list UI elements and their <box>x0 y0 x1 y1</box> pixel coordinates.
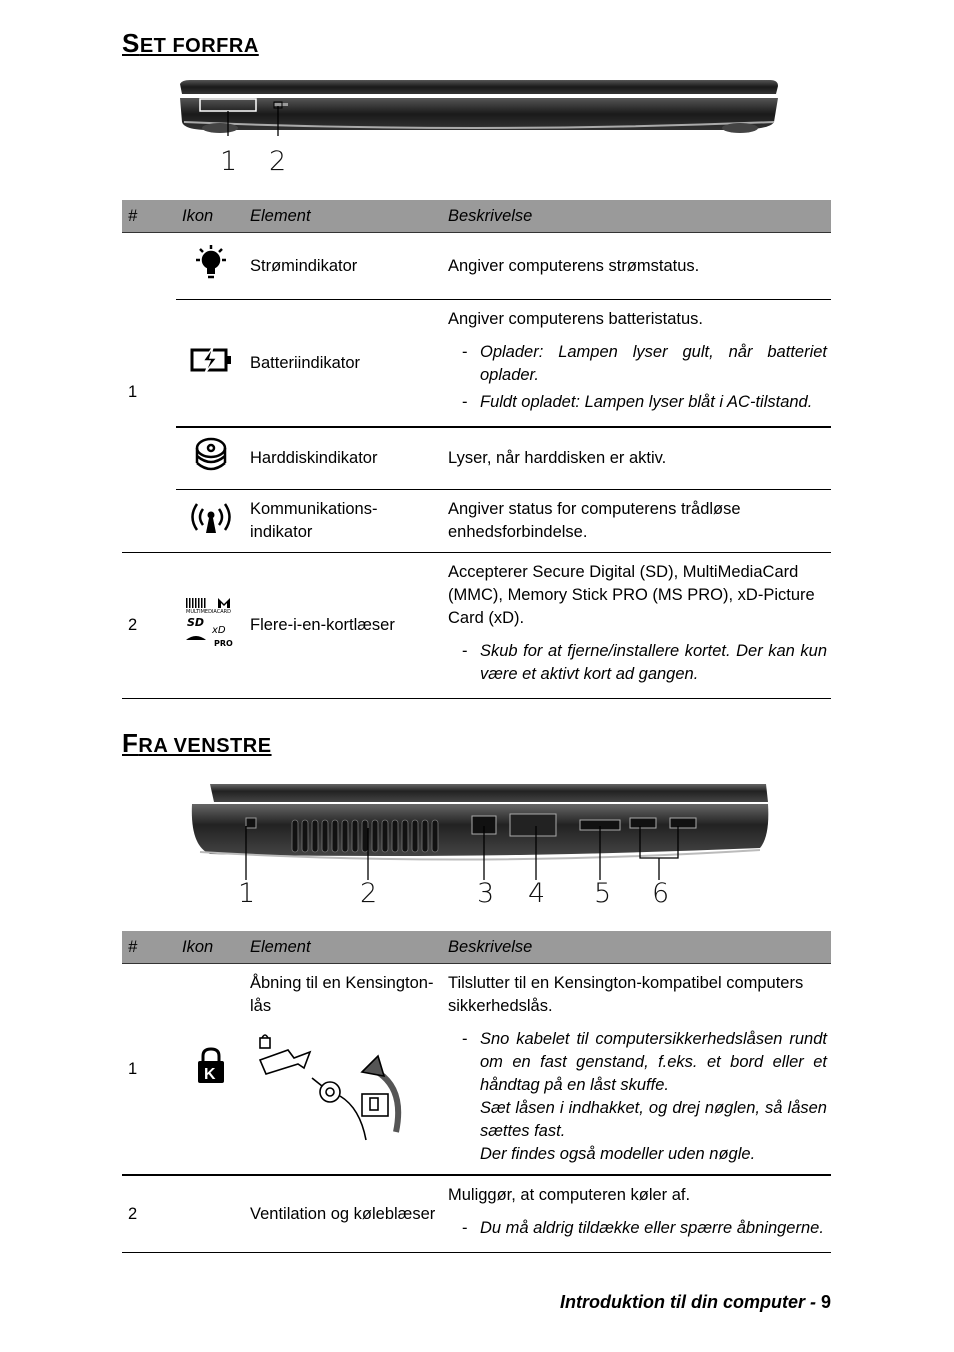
element-description: Tilslutter til en Kensington-kompatibel computers sikkerhedslås. - Sno kabelet til computersikkerhedslåsen rundt om en fast genstand, f.eks. et bord eller et håndtag på en låst skuffe. Sæt låsen i indhakket, og drej nøglen, så låsen sættes fast. Der findes også modeller uden nøgle. <box>442 964 831 1176</box>
kensington-lock-illustration <box>250 1028 420 1152</box>
card-reader-icon <box>176 553 244 699</box>
col-header-num: # <box>122 200 176 233</box>
empty-icon-cell <box>176 1175 244 1253</box>
row-number: 1 <box>122 964 176 1176</box>
laptop-left-view <box>170 776 790 886</box>
table-row <box>122 964 831 1176</box>
element-description: Angiver status for computerens trådløse enhedsforbindelse. <box>442 490 831 553</box>
table-row <box>122 233 831 300</box>
list-item: - Fuldt opladet: Lampen lyser blåt i AC-tilstand. <box>448 391 827 414</box>
element-name: Ventilation og køleblæser <box>244 1175 442 1253</box>
section-heading-left: FRA VENSTRE <box>122 728 272 758</box>
table-row <box>122 1175 831 1253</box>
col-header-icon: Ikon <box>176 200 244 233</box>
callout-4: 4 <box>528 878 546 909</box>
kensington-lock-icon <box>176 964 244 1176</box>
list-item: - Oplader: Lampen lyser gult, når batteriet oplader. <box>448 341 827 387</box>
table-row <box>122 300 831 428</box>
laptop-front-view <box>170 76 790 186</box>
svg-text:SD: SD <box>187 616 205 629</box>
element-description: Muliggør, at computeren køler af. - Du må aldrig tildække eller spærre åbningerne. <box>442 1175 831 1253</box>
table-row <box>122 553 831 699</box>
svg-text:MULTIMEDIACARD: MULTIMEDIACARD <box>186 609 231 615</box>
row-number: 1 <box>128 383 138 401</box>
row-number: 2 <box>122 553 176 699</box>
list-item: - Du må aldrig tildække eller spærre åbningerne. <box>448 1217 827 1240</box>
element-name: Kommunikations-indikator <box>244 490 442 553</box>
svg-text:PRO: PRO <box>214 639 233 648</box>
col-header-icon: Ikon <box>176 931 244 964</box>
col-header-element: Element <box>244 200 442 233</box>
col-header-description: Beskrivelse <box>442 200 831 233</box>
table-row <box>122 427 831 490</box>
element-description: Accepterer Secure Digital (SD), MultiMediaCard (MMC), Memory Stick PRO (MS PRO), xD-Picture Card (xD). - Skub for at fjerne/installere kortet. Der kan kun være et aktivt kort ad gangen. <box>442 553 831 699</box>
element-name: Harddiskindikator <box>244 427 442 490</box>
col-header-element: Element <box>244 931 442 964</box>
col-header-num: # <box>122 931 176 964</box>
element-name: Strømindikator <box>250 256 358 275</box>
element-description: Lyser, når harddisken er aktiv. <box>442 427 831 490</box>
callout-2: 2 <box>360 878 378 909</box>
row-number: 2 <box>122 1175 176 1253</box>
front-spec-table <box>122 200 831 699</box>
callout-1: 1 <box>220 146 238 177</box>
callout-6: 6 <box>652 878 670 909</box>
element-description: Angiver computerens batteristatus. - Oplader: Lampen lyser gult, når batteriet oplader. - Fuldt opladet: Lampen lyser blåt i AC-tilstand. <box>442 300 831 428</box>
col-header-description: Beskrivelse <box>442 931 831 964</box>
svg-text:xD: xD <box>212 625 226 636</box>
element-name: Flere-i-en-kortlæser <box>244 553 442 699</box>
battery-icon <box>176 300 244 428</box>
hdd-icon <box>176 427 244 490</box>
left-spec-table <box>122 931 831 1253</box>
svg-text:K: K <box>204 1065 216 1083</box>
element-description: Angiver computerens strømstatus. <box>448 256 700 275</box>
power-bulb-icon <box>176 233 244 300</box>
callout-2: 2 <box>269 146 287 177</box>
list-item: - Skub for at fjerne/installere kortet. Der kan kun være et aktivt kort ad gangen. <box>448 640 827 686</box>
callout-1: 1 <box>238 878 256 909</box>
table-row <box>122 490 831 553</box>
callout-3: 3 <box>477 878 495 909</box>
wireless-icon <box>176 490 244 553</box>
callout-5: 5 <box>594 878 612 909</box>
section-heading-front: SET FORFRA <box>122 28 259 58</box>
element-name: Åbning til en Kensington-lås <box>244 964 442 1176</box>
page-footer: Introduktion til din computer - 9 <box>560 1292 831 1312</box>
list-item: - Sno kabelet til computersikkerhedslåsen rundt om en fast genstand, f.eks. et bord eller et håndtag på en låst skuffe. Sæt låsen i indhakket, og drej nøglen, så låsen sættes fast. Der findes også modeller uden nøgle. <box>448 1028 827 1166</box>
element-name: Batteriindikator <box>244 300 442 428</box>
